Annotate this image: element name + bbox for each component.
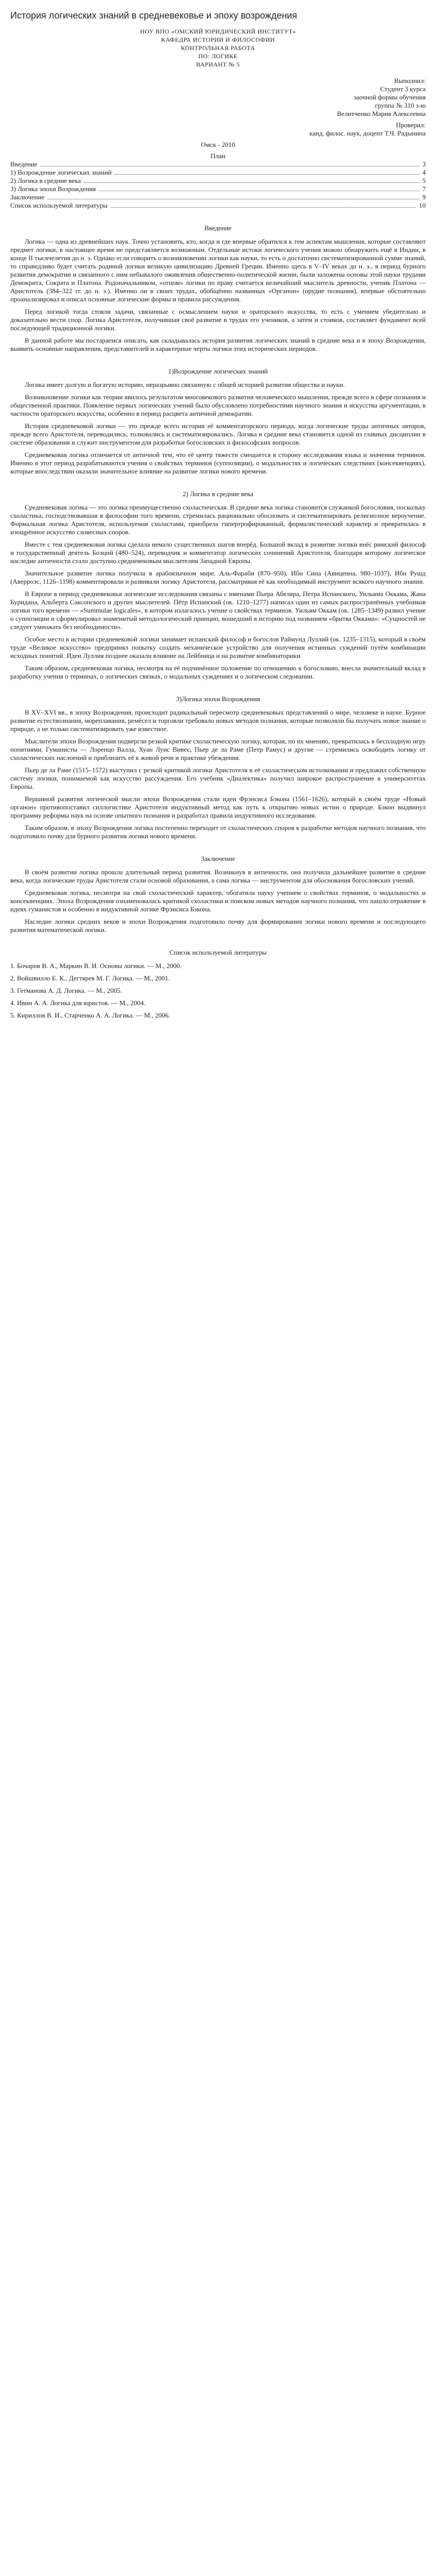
paragraph: Логика имеет долгую и богатую историю, неразрывно связанную с общей историей развития общества и науки. bbox=[25, 381, 345, 388]
toc-item bbox=[10, 160, 426, 168]
toc-item bbox=[10, 185, 426, 193]
performer-group: группа № 310 з-ю bbox=[375, 101, 426, 109]
performer-student: Студент 3 курса bbox=[380, 85, 426, 93]
paragraph: Пьер де ла Раме (1515–1572) выступил с резкой критикой логики Аристотеля в её схоластическом истолковании и предложил собственную систему логики, понимаемой как искусство рассуждения. Его учебник «Диалектика» получил широкое распространение в университетах Европы. bbox=[10, 766, 426, 790]
toc-item-page: 5 bbox=[422, 177, 426, 184]
reference-item: 5. Кириллов В. И., Старченко А. А. Логика. — М., 2006. bbox=[10, 1011, 170, 1019]
performer-name: Велитченко Мария Алексеевна bbox=[337, 110, 426, 117]
reference-item: 1. Бочаров В. А., Маркин В. И. Основы логики. — М., 2000. bbox=[10, 962, 182, 970]
toc-dots bbox=[111, 207, 416, 208]
paragraph: Возникновение логики как теории явилось результатом многовекового развития человеческого мышления, прежде всего в сфере познания и общественной практики. Появление первых логических учений было обусловлено потребностями научного знания и искусства аргументации, в частности ораторского искусства, особенно в период расцвета античной демократии. bbox=[10, 393, 426, 417]
toc-heading: План bbox=[211, 152, 225, 160]
section-introduction bbox=[10, 224, 426, 353]
paragraph: Значительное развитие логика получила в арабоязычном мире. Аль-Фараби (870–950), Ибн Сина (Авиценна, 980–1037), Ибн Рушд (Аверроэс, 1126–1198) комментировали и развивали логику Аристотеля, рассматривая её как необходимый инструмент всякого научного знания. bbox=[10, 569, 426, 585]
paragraph: Вершиной развития логической мысли эпохи Возрождения стали идеи Фрэнсиса Бэкона (1561–1626), который в своём труде «Новый органон» противопоставил силлогистике Аристотеля индуктивный метод как путь к открытию новых истин о природе. Бэкон выдвинул программу реформы наук на основе опытного познания и разработал правила индуктивного исследования. bbox=[10, 795, 426, 819]
paragraph: Таким образом, в эпоху Возрождения логика постепенно переходит от схоластических споров к разработке методов научного познания, что подготовило почву для бурного развития логики нового времени. bbox=[10, 824, 426, 840]
section-heading: Введение bbox=[204, 224, 232, 232]
section-renaissance bbox=[10, 695, 426, 840]
section-conclusion bbox=[10, 855, 426, 934]
reviewer-name: канд. филос. наук, доцент Т.Ч. Радынина bbox=[309, 129, 426, 137]
toc-item bbox=[10, 201, 426, 210]
paragraph: История средневековой логики — это прежде всего история её комментаторского периода, когда логические труды античных авторов, прежде всего Аристотеля, переводились, толковались и систематизировались. Логика в средние века становится одной из главных дисциплин в системе образования и служит инструментом для разработки богословских и философских вопросов. bbox=[10, 422, 426, 446]
reviewer-label: Проверил: bbox=[396, 121, 426, 129]
paragraph: Средневековая логика — это логика преимущественно схоластическая. В средние века логика становится служанкой богословия, поскольку схоластика, господствовавшая в философии того времени, стремилась рационально обосновать и систематизировать религиозное вероучение. Формальная логика Аристотеля, используемая схоластами, приобрела гипертрофированный, формалистический характер и превратилась в изощрённое искусство словесных споров. bbox=[10, 503, 426, 536]
section-revival bbox=[10, 367, 426, 476]
paragraph: В Европе в период средневековья логические исследования связаны с именами Пьера Абеляра, Петра Испанского, Уильяма Оккама, Жана Буридана, Альберта Саксонского и других мыслителей. Пётр Испанский (ок. 1210–1277) написал один из самых распространённых учебников логики того времени — «Summulae logicales», в котором излагалось учение о свойствах терминов. Уильям Оккам (ок. 1285–1349) развил учение о суппозиции и сформулировал знаменитый методологический принцип, вошедший в историю под названием «бритва Оккама»: «Сущностей не следует умножать без необходимости». bbox=[10, 590, 426, 631]
paragraph: Средневековая логика отличается от античной тем, что её центр тяжести смещается в сторону исследования языка и значения терминов. Именно в этот период разрабатываются учения о свойствах терминов (суппозиции), о модальностях и логических следствиях (консеквенциях), которые впоследствии оказали значительное влияние на развитие логики нового времени. bbox=[10, 451, 426, 475]
performer-form: заочной формы обучения bbox=[353, 93, 426, 101]
reference-item: 3. Гетманова А. Д. Логика. — М., 2005. bbox=[10, 987, 123, 994]
reference-item: 2. Войшвилло Е. К., Дегтярев М. Г. Логика. — М., 2001. bbox=[10, 974, 170, 982]
paragraph: Средневековая логика, несмотря на свой схоластический характер, обогатила науку учением о свойствах терминов, о модальностях и консеквенциях. Эпоха Возрождения ознаменовалась критикой схоластики и поиском новых методов научного познания, что нашло отражение в идеях гуманистов и особенно в индуктивной логике Фрэнсиса Бэкона. bbox=[10, 889, 426, 913]
paragraph: В своём развитии логика прошла длительный период развития. Возникнув в античности, она получила дальнейшее развитие в средние века, когда логические труды Аристотеля стали основой образования, а сама логика — инструментом для обоснования богословских учений. bbox=[10, 868, 426, 884]
toc-item bbox=[10, 168, 426, 177]
toc-item-label: Введение bbox=[10, 160, 38, 168]
work-type-line: КОНТРОЛЬНАЯ РАБОТА bbox=[181, 44, 255, 52]
section-middle-ages bbox=[10, 490, 426, 681]
paragraph: В XV–XVI вв., в эпоху Возрождения, происходит радикальный пересмотр средневековых представлений о мире, человеке и науке. Бурное развитие естествознания, мореплавания, ремёсел и торговли требовало новых методов познания, которые позволяли бы получать новое знание о природе, а не только систематизировать уже известное. bbox=[10, 708, 426, 733]
toc-item-page: 3 bbox=[422, 160, 426, 168]
document-title: История логических знаний в средневековье и эпоху возрождения bbox=[10, 10, 298, 21]
toc-item-label: 3) Логика эпохи Возрождения bbox=[10, 185, 96, 193]
paragraph: Наследие логики средних веков и эпохи Возрождения подготовило почву для формирования логики нового времени и последующего развития математической логики. bbox=[10, 918, 426, 934]
performer-label: Выполнил: bbox=[394, 77, 426, 84]
toc-list bbox=[10, 160, 426, 210]
paragraph: В данной работе мы постараемся описать, как складывалась история развития логических знаний в средние века и в эпоху Возрождения, выявить основные направления, представителей и характерные черты логики этих исторических периодов. bbox=[10, 336, 426, 352]
city-year: Омск - 2010 bbox=[201, 141, 235, 148]
paragraph: Перед логикой тогда стояли задачи, связанные с осмыслением науки и ораторского искусства, то есть с умением убедительно и доказательно вести спор. Логика Аристотеля, получившая своё развитие в трудах его учеников, а затем и стоиков, составляет фундамент всей последующей традиционной логики. bbox=[10, 308, 426, 332]
department-line: КАФЕДРА ИСТОРИИ И ФИЛОСОФИИ bbox=[161, 36, 275, 43]
toc-item-page: 4 bbox=[422, 168, 426, 176]
toc-item-label: Заключение bbox=[10, 193, 45, 201]
section-heading: 2) Логика в средние века bbox=[182, 490, 254, 498]
toc-item-label: 1) Возрождение логических знаний bbox=[10, 168, 112, 176]
toc-item bbox=[10, 193, 426, 201]
toc-item-label: Список используемой литературы bbox=[10, 201, 108, 209]
section-heading: 1)Возрождение логических знаний bbox=[168, 367, 268, 375]
section-heading: 3)Логика эпохи Возрождения bbox=[176, 695, 260, 703]
reference-list bbox=[10, 962, 426, 1020]
paragraph: Логика — одна из древнейших наук. Точно установить, кто, когда и где впервые обратился к тем аспектам мышления, которые составляют предмет логики, в настоящее время не представляется возможным. Отдельные истоки логического учения можно обнаружить ещё в Индии, в конце II тысячелетия до н. э. Однако если говорить о возникновении логики как науки, то есть о достаточно систематизированной сумме знаний, то справедливо будет считать родиной логики великую цивилизацию Древней Греции. Именно здесь в V–IV веках до н. э., в период бурного развития демократии и связанного с ним небывалого оживления общественно-политической жизни, были заложены основы этой науки трудами Демокрита, Сократа и Платона. Родоначальником, «отцом» логики по праву считается величайший мыслитель древности, ученик Платона — Аристотель (384–322 гг. до н. э.). Именно он в своих трудах, обобщённо названных «Органон» (орудие познания), впервые обстоятельно проанализировал и описал основные логические формы и правила рассуждения. bbox=[10, 238, 426, 303]
paragraph: Особое место в истории средневековой логики занимает испанский философ и богослов Раймунд Луллий (ок. 1235–1315), который в своём труде «Великое искусство» предпринял попытку создать механическое устройство для получения истинных суждений путём комбинации исходных понятий. Идеи Луллия позднее оказали влияние на Лейбница и на развитие комбинаторики. bbox=[10, 635, 426, 659]
section-heading: Список используемой литературы bbox=[169, 948, 267, 956]
section-references bbox=[10, 948, 426, 1020]
toc-item-page: 9 bbox=[422, 193, 426, 201]
toc-dots bbox=[115, 174, 420, 175]
paragraph: Вместе с тем средневековая логика сделала немало существенных шагов вперёд. Большой вклад в развитие логики внёс римский философ и государственный деятель Боэций (480–524), переводчик и комментатор логических сочинений Аристотеля, благодаря которому логическое наследие античности стало доступно средневековым мыслителям Западной Европы. bbox=[10, 540, 426, 565]
toc-item bbox=[10, 177, 426, 185]
institution-line: НОУ ВПО «ОМСКИЙ ЮРИДИЧЕСКИЙ ИНСТИТУТ» bbox=[140, 28, 296, 35]
section-heading: Заключение bbox=[201, 855, 235, 862]
variant-line: ВАРИАНТ № 5 bbox=[196, 61, 240, 68]
toc-item-label: 2) Логика в средние века bbox=[10, 177, 81, 184]
paragraph: Мыслители эпохи Возрождения подвергли резкой критике схоластическую логику, которая, по их мнению, превратилась в бесплодную игру понятиями. Гуманисты — Лоренцо Валла, Хуан Луис Вивес, Пьер де ла Раме (Петр Рамус) и другие — стремились освободить логику от схоластических наслоений и приблизить её к живой речи и практике убеждения. bbox=[10, 737, 426, 761]
reference-item: 4. Ивин А. А. Логика для юристов. — М., 2004. bbox=[10, 999, 146, 1007]
toc-item-page: 10 bbox=[419, 201, 426, 209]
toc-dots bbox=[84, 182, 419, 183]
subject-line: ПО: ЛОГИКЕ bbox=[198, 53, 238, 60]
paragraph: Таким образом, средневековая логика, несмотря на её подчинённое положение по отношению к богословию, внесла значительный вклад в разработку учения о терминах, о логических связках, о модальных суждениях и о логическом следовании. bbox=[10, 664, 426, 680]
toc-item-page: 7 bbox=[422, 185, 426, 193]
